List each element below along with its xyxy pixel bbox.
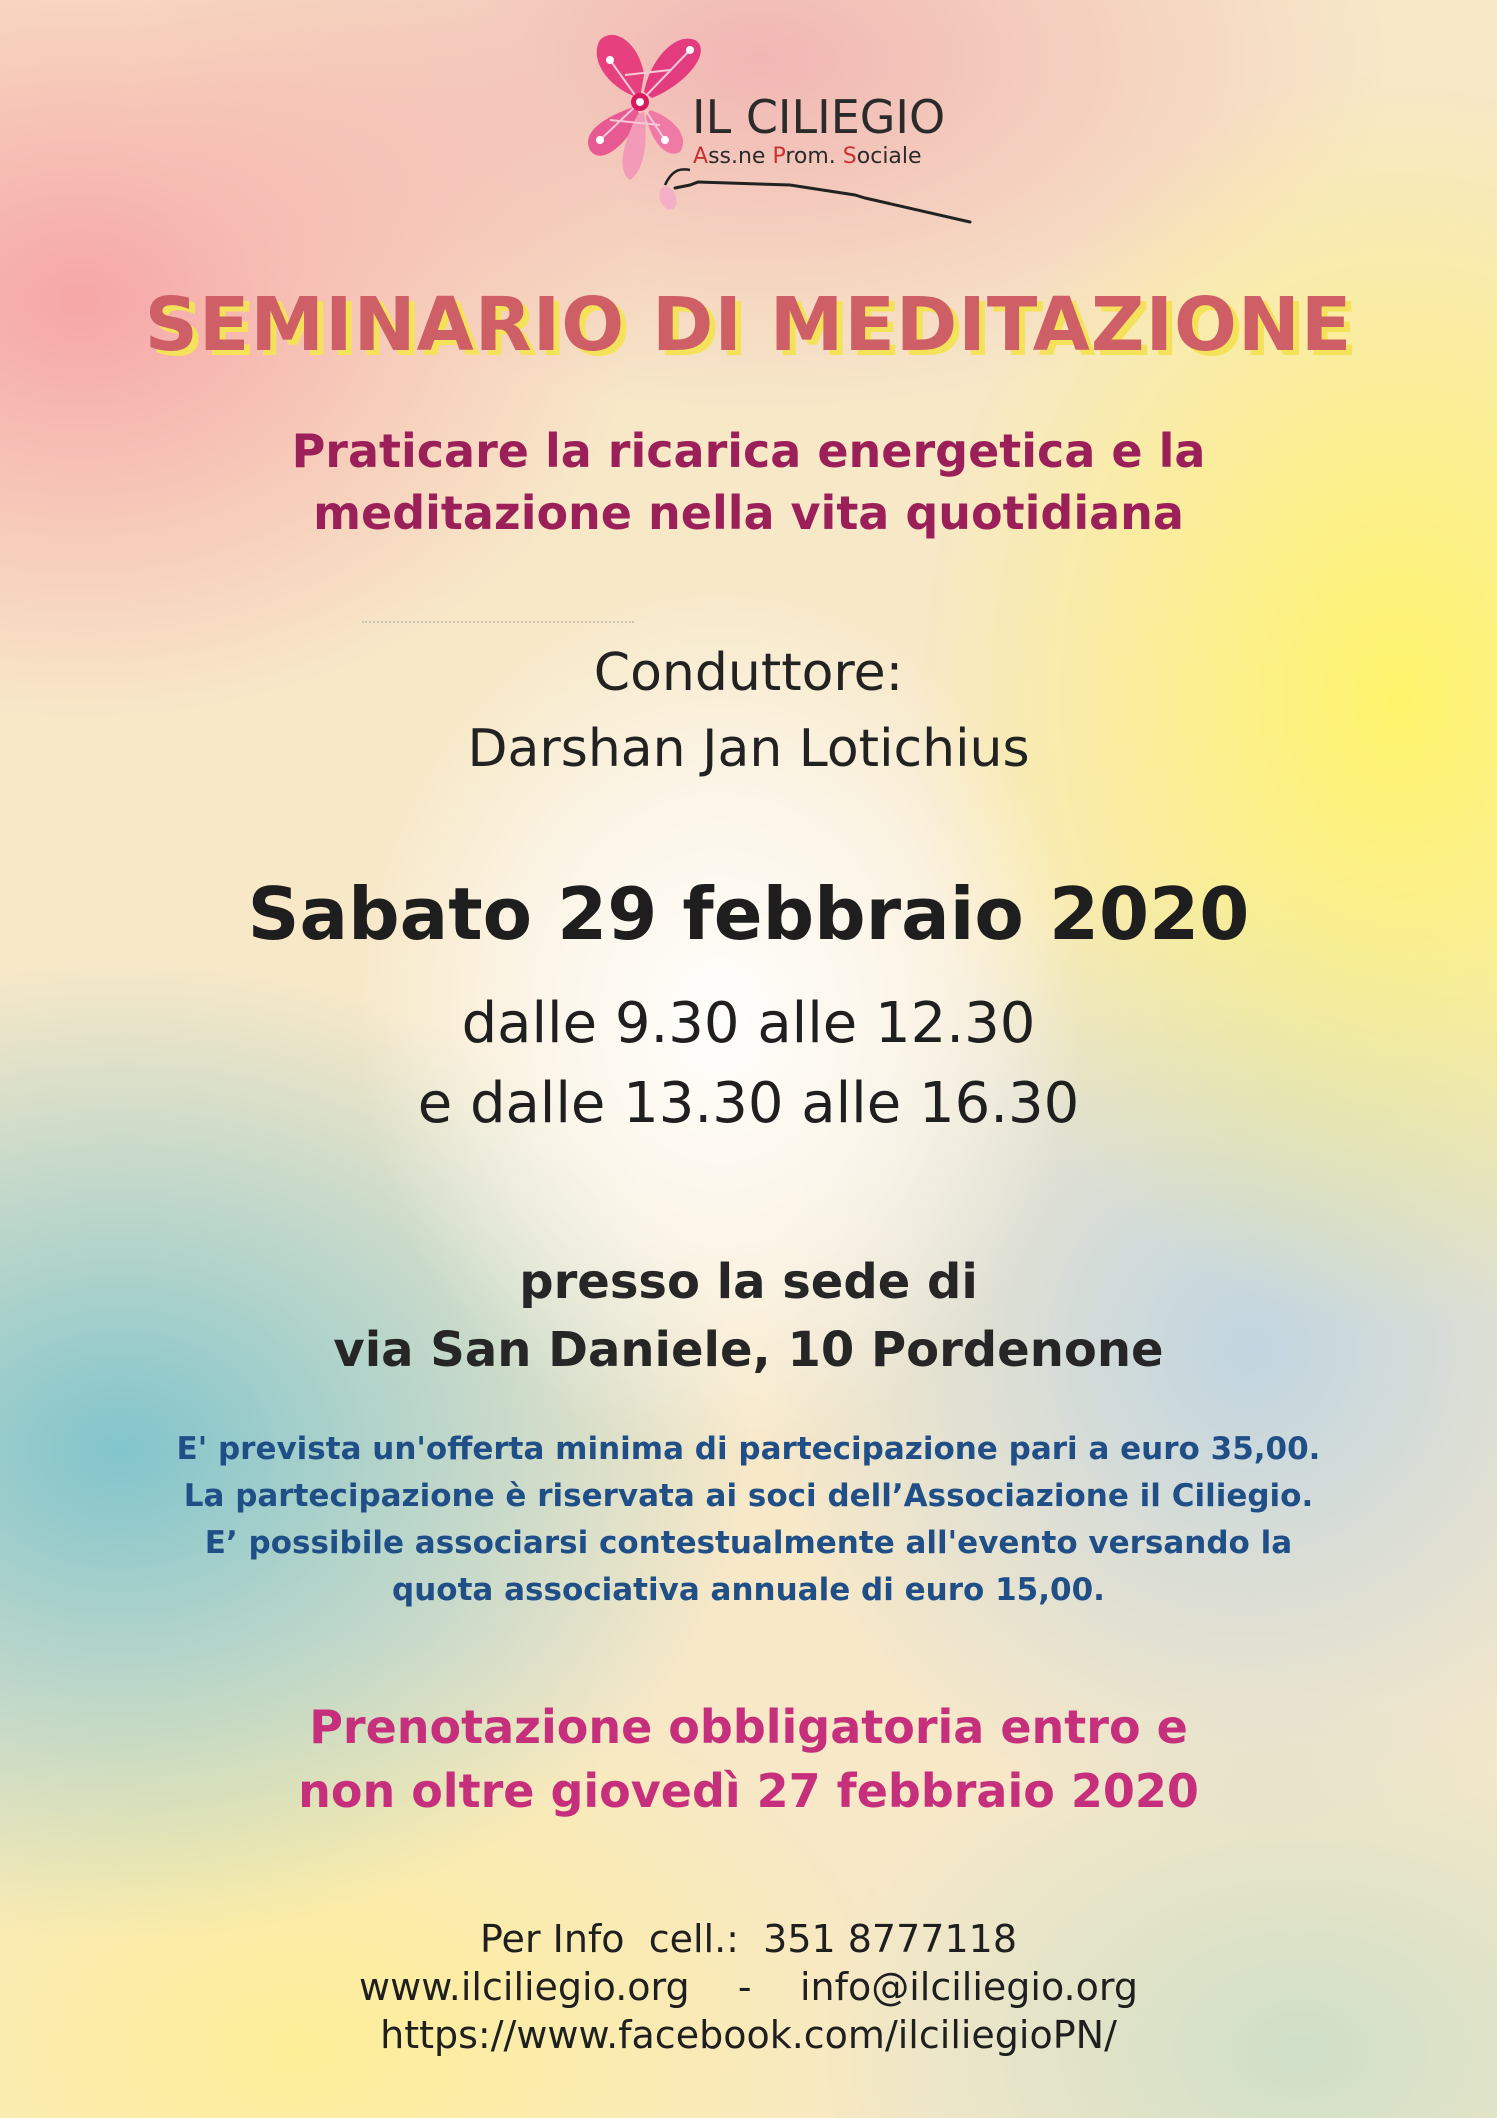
note-line: E' prevista un'offerta minima di partecipazione pari a euro 35,00. (176, 1431, 1321, 1467)
subtitle-line-1: Praticare la ricarica energetica e la (291, 424, 1206, 478)
booking-notice (0, 1695, 1497, 1823)
note-line: quota associativa annuale di euro 15,00. (392, 1572, 1105, 1608)
logo-subtitle: Ass.ne Prom. Sociale (693, 144, 922, 169)
subtitle-line-2: meditazione nella vita quotidiana (313, 486, 1184, 540)
host-block (0, 635, 1497, 787)
venue-block (0, 1248, 1497, 1384)
contact-info (0, 1915, 1497, 2059)
website-email-link[interactable]: www.ilciliegio.org - info@ilciliegio.org (359, 1965, 1138, 2009)
event-date: Sabato 29 febbraio 2020 (247, 872, 1250, 956)
participation-notes (0, 1426, 1497, 1614)
host-label: Conduttore: (593, 643, 904, 703)
booking-line-2: non oltre giovedì 27 febbraio 2020 (298, 1764, 1199, 1818)
note-line: E’ possibile associarsi contestualmente all'evento versando la (204, 1525, 1293, 1561)
logo-name: IL CILIEGIO (692, 90, 946, 144)
divider (362, 621, 634, 623)
time-slot-afternoon: e dalle 13.30 alle 16.30 (417, 1071, 1080, 1136)
booking-line-1: Prenotazione obbligatoria entro e (309, 1700, 1188, 1754)
note-line: La partecipazione è riservata ai soci dell’Associazione il Ciliegio. (183, 1478, 1314, 1514)
facebook-link[interactable]: https://www.facebook.com/ilciliegioPN/ (380, 2013, 1117, 2057)
time-slot-morning: dalle 9.30 alle 12.30 (461, 991, 1036, 1056)
event-times (0, 984, 1497, 1144)
event-title: SEMINARIO DI MEDITAZIONE (144, 282, 1353, 368)
venue-address: via San Daniele, 10 Pordenone (333, 1322, 1164, 1378)
association-logo (540, 20, 990, 235)
phone-info: Per Info cell.: 351 8777118 (480, 1917, 1017, 1961)
event-subtitle (0, 420, 1497, 544)
venue-line-1: presso la sede di (519, 1254, 978, 1310)
host-name: Darshan Jan Lotichius (467, 719, 1030, 779)
